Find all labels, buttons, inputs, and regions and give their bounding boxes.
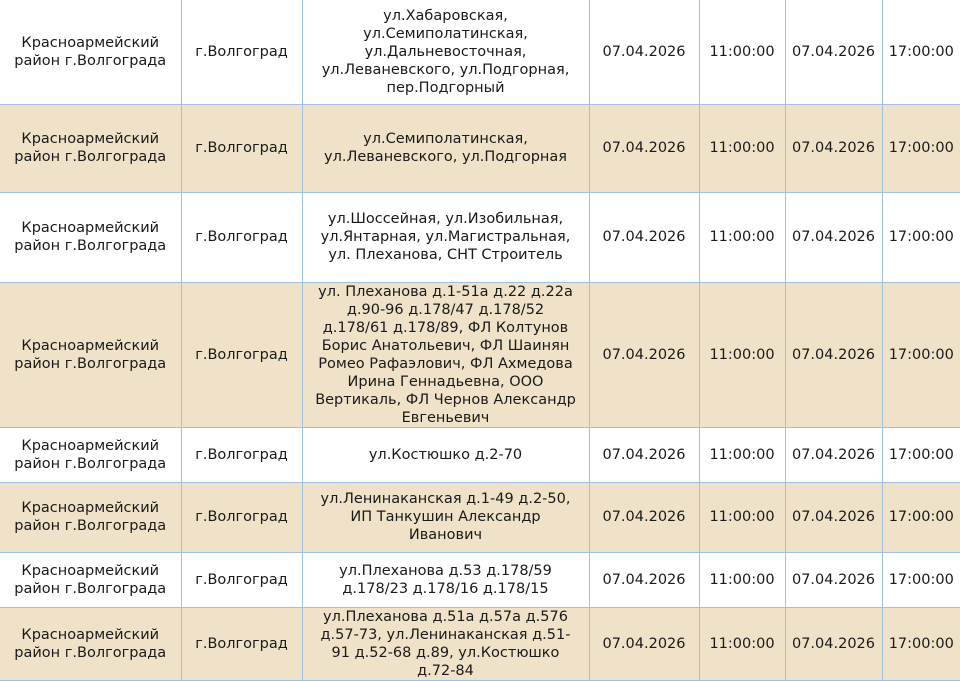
city-cell: г.Волгоград	[181, 192, 302, 282]
district-cell: Красноармейский район г.Волгограда	[0, 607, 181, 680]
start-date-cell: 07.04.2026	[589, 104, 699, 192]
start-time-cell: 11:00:00	[699, 104, 785, 192]
end-date-cell: 07.04.2026	[785, 282, 882, 427]
end-time-cell: 17:00:00	[882, 104, 960, 192]
end-time-cell: 17:00:00	[882, 427, 960, 482]
start-time-cell: 11:00:00	[699, 192, 785, 282]
district-cell: Красноармейский район г.Волгограда	[0, 104, 181, 192]
table-row	[0, 282, 960, 427]
table-row	[0, 482, 960, 552]
start-date-cell: 07.04.2026	[589, 0, 699, 104]
city-cell: г.Волгоград	[181, 607, 302, 680]
table-row	[0, 104, 960, 192]
end-date-cell: 07.04.2026	[785, 482, 882, 552]
start-time-cell: 11:00:00	[699, 607, 785, 680]
table-row	[0, 607, 960, 680]
end-time-cell: 17:00:00	[882, 552, 960, 607]
end-time-cell: 17:00:00	[882, 192, 960, 282]
district-cell: Красноармейский район г.Волгограда	[0, 552, 181, 607]
district-cell: Красноармейский район г.Волгограда	[0, 427, 181, 482]
start-date-cell: 07.04.2026	[589, 607, 699, 680]
district-cell: Красноармейский район г.Волгограда	[0, 482, 181, 552]
table-row	[0, 552, 960, 607]
city-cell: г.Волгоград	[181, 482, 302, 552]
district-cell: Красноармейский район г.Волгограда	[0, 282, 181, 427]
address-cell: ул.Плеханова д.51а д.57а д.576 д.57-73, ул.Ленинаканская д.51-91 д.52-68 д.89, ул.Костюшко д.72-84	[302, 607, 589, 680]
city-cell: г.Волгоград	[181, 0, 302, 104]
address-cell: ул. Плеханова д.1-51а д.22 д.22а д.90-96 д.178/47 д.178/52 д.178/61 д.178/89, ФЛ Колтунов Борис Анатольевич, ФЛ Шаинян Ромео Рафаэлович, ФЛ Ахмедова Ирина Геннадьевна, ООО Вертикаль, ФЛ Чернов Александр Евгеньевич	[302, 282, 589, 427]
start-time-cell: 11:00:00	[699, 0, 785, 104]
start-date-cell: 07.04.2026	[589, 552, 699, 607]
start-time-cell: 11:00:00	[699, 482, 785, 552]
start-date-cell: 07.04.2026	[589, 282, 699, 427]
start-date-cell: 07.04.2026	[589, 427, 699, 482]
end-date-cell: 07.04.2026	[785, 104, 882, 192]
end-date-cell: 07.04.2026	[785, 192, 882, 282]
city-cell: г.Волгоград	[181, 104, 302, 192]
end-date-cell: 07.04.2026	[785, 427, 882, 482]
address-cell: ул.Костюшко д.2-70	[302, 427, 589, 482]
address-cell: ул.Хабаровская, ул.Семиполатинская, ул.Дальневосточная, ул.Леваневского, ул.Подгорная, пер.Подгорный	[302, 0, 589, 104]
start-date-cell: 07.04.2026	[589, 192, 699, 282]
end-time-cell: 17:00:00	[882, 607, 960, 680]
city-cell: г.Волгоград	[181, 552, 302, 607]
start-date-cell: 07.04.2026	[589, 482, 699, 552]
city-cell: г.Волгоград	[181, 282, 302, 427]
start-time-cell: 11:00:00	[699, 282, 785, 427]
address-cell: ул.Шоссейная, ул.Изобильная, ул.Янтарная, ул.Магистральная, ул. Плеханова, СНТ Строитель	[302, 192, 589, 282]
end-date-cell: 07.04.2026	[785, 0, 882, 104]
address-cell: ул.Плеханова д.53 д.178/59 д.178/23 д.178/16 д.178/15	[302, 552, 589, 607]
table-row	[0, 427, 960, 482]
end-time-cell: 17:00:00	[882, 0, 960, 104]
table-row	[0, 0, 960, 104]
end-date-cell: 07.04.2026	[785, 552, 882, 607]
end-date-cell: 07.04.2026	[785, 607, 882, 680]
end-time-cell: 17:00:00	[882, 482, 960, 552]
start-time-cell: 11:00:00	[699, 552, 785, 607]
address-cell: ул.Семиполатинская, ул.Леваневского, ул.Подгорная	[302, 104, 589, 192]
table-row	[0, 192, 960, 282]
district-cell: Красноармейский район г.Волгограда	[0, 192, 181, 282]
city-cell: г.Волгоград	[181, 427, 302, 482]
district-cell: Красноармейский район г.Волгограда	[0, 0, 181, 104]
address-cell: ул.Ленинаканская д.1-49 д.2-50, ИП Танкушин Александр Иванович	[302, 482, 589, 552]
end-time-cell: 17:00:00	[882, 282, 960, 427]
start-time-cell: 11:00:00	[699, 427, 785, 482]
